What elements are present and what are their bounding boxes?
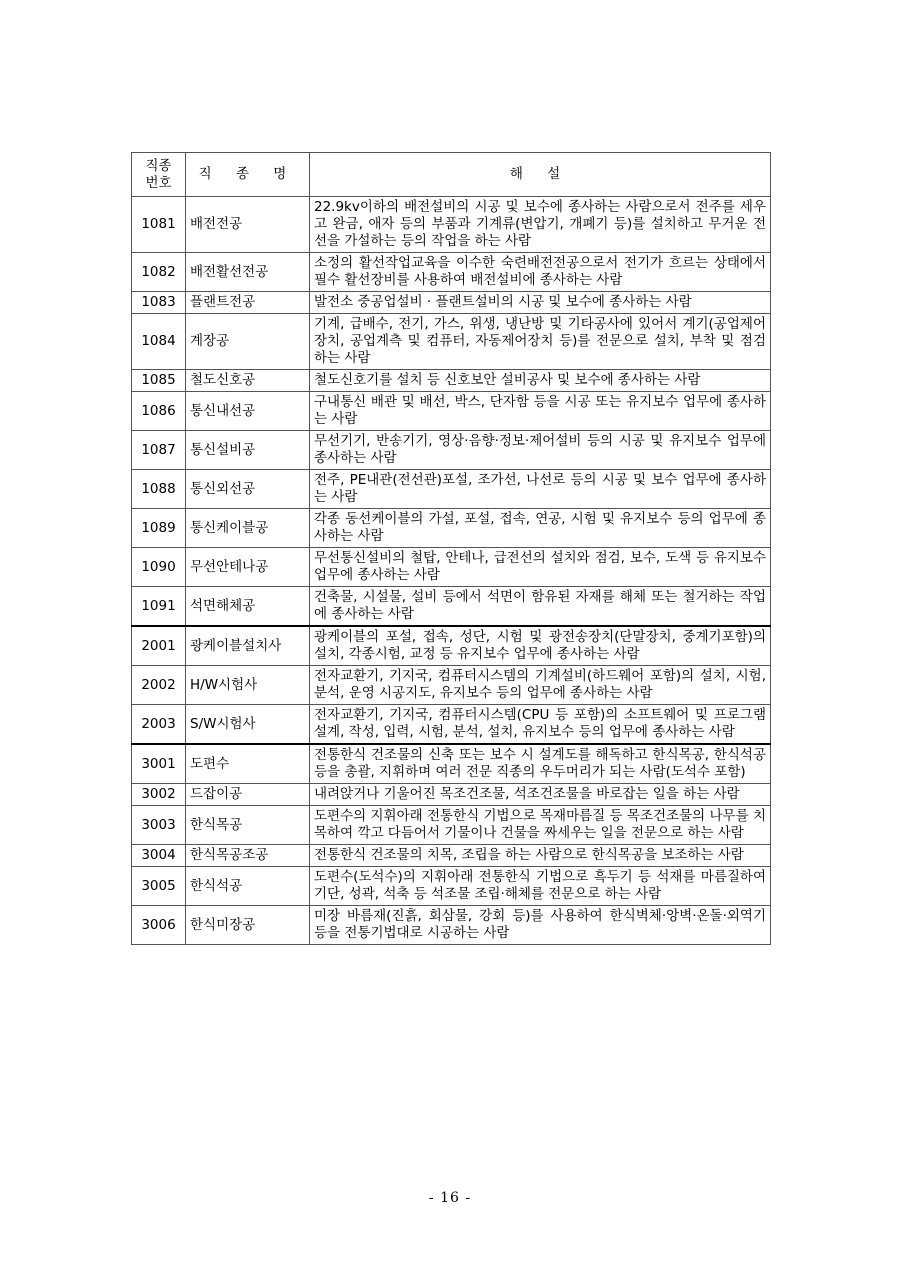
header-code-label: 직종 번호 [145,157,172,191]
table-row [132,587,771,627]
job-code-cell: 3001 [132,744,186,784]
job-description-cell: 전통한식 건조물의 치목, 조립을 하는 사람으로 한식목공을 보조하는 사람 [310,845,771,867]
table-row [132,806,771,845]
job-name-cell: H/W시험사 [186,666,310,705]
job-code-cell: 1082 [132,253,186,292]
job-description-cell: 철도신호기를 설치 등 신호보안 설비공사 및 보수에 종사하는 사람 [310,370,771,392]
job-code-cell: 2001 [132,626,186,666]
job-name-cell: 도편수 [186,744,310,784]
job-name-cell: 드잡이공 [186,784,310,806]
table-row [132,705,771,745]
job-description-cell: 미장 바름재(진흙, 회삼물, 강회 등)를 사용하여 한식벽체·앙벽·온돌·외역기 등을 전통기법대로 시공하는 사람 [310,906,771,945]
job-code-cell: 1085 [132,370,186,392]
table-row [132,197,771,253]
job-description-cell: 구내통신 배관 및 배선, 박스, 단자함 등을 시공 또는 유지보수 업무에 종사하는 사람 [310,392,771,431]
job-name-cell: 계장공 [186,314,310,370]
job-name-cell: 통신케이블공 [186,509,310,548]
job-name-cell: 광케이블설치사 [186,626,310,666]
job-code-cell: 2002 [132,666,186,705]
job-description-cell: 전자교환기, 기지국, 컴퓨터시스템(CPU 등 포함)의 소프트웨어 및 프로그램 설계, 작성, 입력, 시험, 분석, 설치, 유지보수 등의 업무에 종사하는 사람 [310,705,771,745]
header-desc: 해 설 [310,153,771,197]
job-description-cell: 무선통신설비의 철탑, 안테나, 급전선의 설치와 점검, 보수, 도색 등 유지보수 업무에 종사하는 사람 [310,548,771,587]
table-row [132,314,771,370]
job-name-cell: 통신외선공 [186,470,310,509]
job-description-cell: 무선기기, 반송기기, 영상·음향·정보·제어설비 등의 시공 및 유지보수 업무에 종사하는 사람 [310,431,771,470]
job-code-cell: 3004 [132,845,186,867]
job-name-cell: 한식석공 [186,867,310,906]
header-name: 직 종 명 [186,153,310,197]
job-code-cell: 1090 [132,548,186,587]
job-description-cell: 22.9kv이하의 배전설비의 시공 및 보수에 종사하는 사람으로서 전주를 세우고 완금, 애자 등의 부품과 기계류(변압기, 개폐기 등)를 설치하고 무거운 전선을 가설하는 등의 작업을 하는 사람 [310,197,771,253]
job-description-cell: 도편수의 지휘아래 전통한식 기법으로 목재마름질 등 목조건조물의 나무를 치목하여 깍고 다듬어서 기물이나 건물을 짜세우는 일을 전문으로 하는 사람 [310,806,771,845]
job-code-cell: 2003 [132,705,186,745]
table-row [132,431,771,470]
table-body [132,197,771,945]
table-row [132,845,771,867]
job-description-cell: 각종 동선케이블의 가설, 포설, 접속, 연공, 시험 및 유지보수 등의 업무에 종사하는 사람 [310,509,771,548]
table-row [132,626,771,666]
table-row [132,548,771,587]
table-row [132,370,771,392]
job-description-cell: 발전소 중공업설비 · 플랜트설비의 시공 및 보수에 종사하는 사람 [310,292,771,314]
job-name-cell: 통신설비공 [186,431,310,470]
job-name-cell: 철도신호공 [186,370,310,392]
table-header-row [132,153,771,197]
job-code-cell: 3002 [132,784,186,806]
table-row [132,867,771,906]
job-name-cell: 석면해체공 [186,587,310,627]
job-name-cell: 한식목공조공 [186,845,310,867]
job-description-cell: 도편수(도석수)의 지휘아래 전통한식 기법으로 흑두기 등 석재를 마름질하여 기단, 성곽, 석축 등 석조물 조립·해체를 전문으로 하는 사람 [310,867,771,906]
job-code-cell: 1091 [132,587,186,627]
job-description-cell: 건축물, 시설물, 설비 등에서 석면이 함유된 자재를 해체 또는 철거하는 작업에 종사하는 사람 [310,587,771,627]
job-code-cell: 1088 [132,470,186,509]
job-name-cell: S/W시험사 [186,705,310,745]
job-code-cell: 1083 [132,292,186,314]
table-row [132,292,771,314]
job-name-cell: 배전활선전공 [186,253,310,292]
job-description-cell: 기계, 급배수, 전기, 가스, 위생, 냉난방 및 기타공사에 있어서 계기(공업제어장치, 공업계측 및 컴퓨터, 자동제어장치 등)를 전문으로 설치, 부착 및 점검하는 사람 [310,314,771,370]
table-row [132,253,771,292]
job-name-cell: 배전전공 [186,197,310,253]
job-description-cell: 소정의 활선작업교육을 이수한 숙련배전전공으로서 전기가 흐르는 상태에서 필수 활선장비를 사용하여 배전설비에 종사하는 사람 [310,253,771,292]
header-code [132,153,186,197]
job-name-cell: 플랜트전공 [186,292,310,314]
job-name-cell: 통신내선공 [186,392,310,431]
job-code-cell: 3006 [132,906,186,945]
page-number: - 16 - [428,1190,472,1206]
job-name-cell: 한식미장공 [186,906,310,945]
job-code-cell: 1084 [132,314,186,370]
table-row [132,509,771,548]
job-description-cell: 전자교환기, 기지국, 컴퓨터시스템의 기계설비(하드웨어 포함)의 설치, 시험, 분석, 운영 시공지도, 유지보수 등의 업무에 종사하는 사람 [310,666,771,705]
job-code-cell: 1089 [132,509,186,548]
table-row [132,744,771,784]
job-code-cell: 1081 [132,197,186,253]
job-description-cell: 전통한식 건조물의 신축 또는 보수 시 설계도를 해독하고 한식목공, 한식석공 등을 총괄, 지휘하며 여러 전문 직종의 우두머리가 되는 사람(도석수 포함) [310,744,771,784]
job-description-cell: 광케이블의 포설, 접속, 성단, 시험 및 광전송장치(단말장치, 중계기포함)의 설치, 각종시험, 교정 등 유지보수 업무에 종사하는 사람 [310,626,771,666]
job-code-cell: 3005 [132,867,186,906]
job-code-cell: 1086 [132,392,186,431]
job-category-table [131,152,771,945]
job-description-cell: 전주, PE내관(전선관)포설, 조가선, 나선로 등의 시공 및 보수 업무에 종사하는 사람 [310,470,771,509]
job-name-cell: 한식목공 [186,806,310,845]
table-row [132,392,771,431]
table-row [132,470,771,509]
job-description-cell: 내려앉거나 기울어진 목조건조물, 석조건조물을 바로잡는 일을 하는 사람 [310,784,771,806]
job-code-cell: 3003 [132,806,186,845]
table-row [132,784,771,806]
table-row [132,666,771,705]
table-row [132,906,771,945]
job-code-cell: 1087 [132,431,186,470]
job-name-cell: 무선안테나공 [186,548,310,587]
